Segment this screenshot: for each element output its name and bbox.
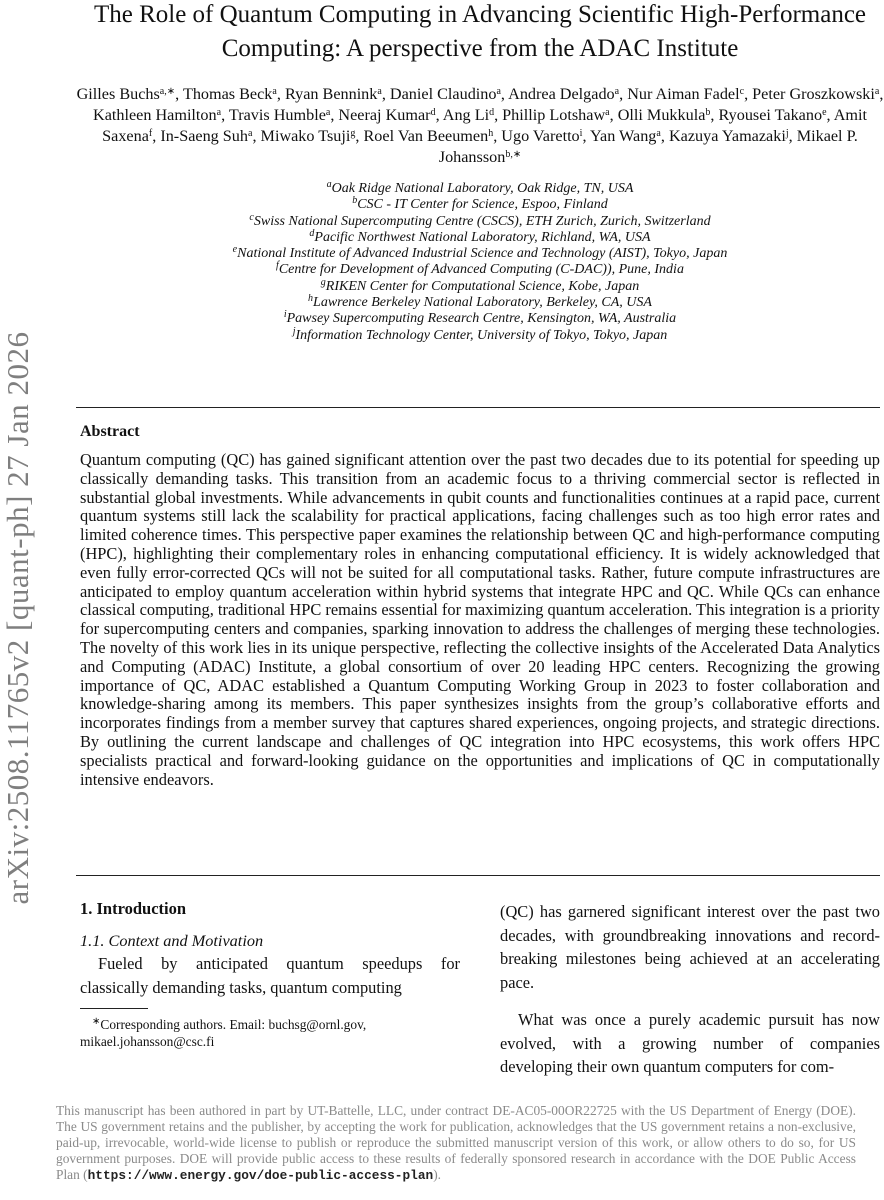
author-name: Amit Saxena [102, 106, 867, 145]
affiliation-line [76, 227, 884, 246]
author-name: Ryousei Takano [718, 106, 823, 124]
affiliation-mark: f [276, 260, 279, 272]
author-affiliation-mark: j [785, 128, 789, 139]
author-affiliation-mark: a [605, 107, 610, 118]
author-affiliation-mark: a [656, 128, 661, 139]
author-name: Miwako Tsuji [260, 127, 351, 145]
author-affiliation-mark: a [248, 128, 253, 139]
footnote-marker: ∗ [92, 1016, 101, 1027]
affiliation-line [76, 197, 884, 213]
affiliation-text: CSC - IT Center for Science, Espoo, Finland [357, 197, 608, 213]
doe-disclaimer [56, 1103, 856, 1184]
affiliation-line [76, 181, 884, 197]
abstract-top-rule [76, 407, 880, 408]
intro-paragraph-continued: (QC) has garnered significant interest over the past two decades, with groundbreaking innovations and record-breaking milestones being achieved at an accelerating pace. [500, 902, 880, 993]
author-name: Roel Van Beeumen [363, 127, 489, 145]
author-name: Daniel Claudino [389, 85, 497, 103]
affiliation-list [76, 181, 884, 344]
author-affiliation-mark: d [489, 107, 495, 118]
author-affiliation-mark: a [874, 86, 880, 97]
author-name: Ang Li [442, 106, 490, 124]
affiliation-mark: d [309, 227, 315, 239]
author-name: Nur Aiman Fadel [627, 85, 740, 103]
affiliation-text: RIKEN Center for Computational Science, Kobe, Japan [325, 278, 640, 294]
author-list: Gilles Buchs$^{a,∗}$, Thomas Beck$^a$, Ryan Bennink$^a$, Daniel Claudino$^a$, Andrea Delgado$^a$, Nur Aiman Fadel$^c$, Peter Groszkowski$^a$, Kathleen Hamilton$^a$, Travis Humble$^a$, Neeraj Kumar$^d$, Ang Li$^d$, Phillip Lotshaw$^a$, Olli Mukkula$^b$, Ryousei Takano$^e$, Amit Saxena$^f$, In-Saeng Suh$^a$, Miwako Tsuji$^g$, Roel Van Beeumen$^h$, Ugo Varetto$^i$, Yan Wang$^a$, Kazuya Yamazaki$^j$, Mikael P. Johansson$^{b,∗}$ [76, 85, 884, 166]
abstract-text: Quantum computing (QC) has gained significant attention over the past two decades due to its potential for speeding up classically demanding tasks. This transition from an academic focus to a thriving commercial sector is reflected in substantial global investments. While advancements in qubit counts and functionalities continues at a rapid pace, current quantum systems still lack the scalability for practical applications, facing challenges such as too high error rates and limited coherence times. This perspective paper examines the relationship between QC and high-performance computing (HPC), highlighting their complementary roles in enhancing computational efficiency. It is widely acknowledged that even fully error-corrected QCs will not be suited for all computational tasks. Rather, future compute infrastructures are anticipated to employ quantum acceleration within hybrid systems that integrate HPC and QC. While QCs can enhance classical computing, traditional HPC remains essential for maximizing quantum acceleration. This integration is a priority for supercomputing centers and companies, sparking innovation to address the challenges of merging these technologies. The novelty of this work lies in its unique perspective, reflecting the collective insights of the Accelerated Data Analytics and Computing (ADAC) Institute, a global consortium of over 20 leading HPC centers. Recognizing the growing importance of QC, ADAC established a Quantum Computing Working Group in 2023 to foster collaboration and knowledge-sharing among its members. This paper synthesizes insights from the group’s collaborative efforts and incorporates findings from a member survey that captures shared experiences, ongoing projects, and strategic directions. By outlining the current landscape and challenges of QC integration into HPC ecosystems, this work offers HPC specialists practical and forward-looking guidance on the opportunities and implications of QC in computationally intensive endeavors. [80, 450, 880, 789]
author-affiliation-mark: a [325, 107, 331, 118]
author-affiliation-mark: g [350, 128, 356, 139]
section-heading: 1. Introduction [80, 899, 187, 918]
author-name: Gilles Buchs [76, 85, 160, 103]
intro-paragraph-2: What was once a purely academic pursuit has now evolved, with a growing number of companies developing their own quantum computers for com- [500, 1009, 880, 1077]
doe-access-plan-link[interactable]: https://www.energy.gov/doe-public-access-plan [87, 1167, 434, 1183]
author-name: In-Saeng Suh [160, 127, 248, 145]
author-name: Peter Groszkowski [752, 85, 875, 103]
author-affiliation-mark: e [822, 107, 827, 118]
author-name: Neeraj Kumar [338, 106, 431, 124]
affiliation-text: Centre for Development of Advanced Computing (C-DAC)), Pune, India [278, 262, 684, 278]
disclaimer-end: ). [433, 1166, 442, 1182]
title-line-2: Computing: A perspective from the ADAC Institute [221, 35, 739, 62]
right-column [500, 900, 880, 1079]
affiliation-line [76, 325, 884, 344]
disclaimer-text: This manuscript has been authored in part by UT-Battelle, LLC, under contract DE-AC05-00OR22725 with the US Department of Energy (DOE). The US government retains and the publisher, by accepting the work for publication, acknowledges that the US government retains a non-exclusive, paid-up, irrevocable, world-wide license to publish or reproduce the submitted manuscript version of this work, or allow others to do so, for US government purposes. DOE will provide public access to these results of federally sponsored research in accordance with the DOE Public Access Plan ( [56, 1103, 856, 1182]
affiliation-text: Lawrence Berkeley National Laboratory, Berkeley, CA, USA [313, 295, 652, 311]
affiliation-text: Oak Ridge National Laboratory, Oak Ridge, TN, USA [331, 181, 634, 196]
author-name: Andrea Delgado [508, 85, 615, 103]
title-line-1: The Role of Quantum Computing in Advancing Scientific High-Performance [93, 1, 867, 28]
affiliation-mark: i [283, 309, 287, 321]
author-name: Ugo Varetto [501, 127, 580, 145]
author-affiliation-mark: a [377, 86, 382, 97]
affiliation-text: Pawsey Supercomputing Research Centre, Kensington, WA, Australia [286, 311, 677, 327]
intro-paragraph-start: Fueled by anticipated quantum speedups for classically demanding tasks, quantum computing [80, 954, 460, 997]
author-affiliation-mark: a [614, 86, 620, 97]
affiliation-mark: h [308, 293, 314, 305]
author-name: Yan Wang [589, 127, 657, 145]
subsection-heading: 1.1. Context and Motivation [80, 931, 264, 950]
affiliation-mark: a [326, 179, 332, 190]
author-name: Kazuya Yamazaki [668, 127, 786, 145]
affiliation-text: Information Technology Center, University of Tokyo, Tokyo, Japan [295, 327, 668, 343]
author-affiliation-mark: a [496, 86, 501, 97]
author-name: Phillip Lotshaw [502, 106, 606, 124]
author-name: Thomas Beck [182, 85, 273, 103]
left-column [80, 898, 460, 999]
author-affiliation-mark: b,∗ [505, 149, 522, 160]
affiliation-line [76, 262, 884, 278]
author-affiliation-mark: d [430, 107, 436, 118]
author-affiliation-mark: h [488, 128, 494, 139]
affiliation-text: National Institute of Advanced Industrial Science and Technology (AIST), Tokyo, Japan [237, 246, 728, 262]
affiliation-line [76, 211, 884, 230]
affiliation-mark: b [352, 195, 358, 207]
abstract-heading: Abstract [80, 423, 140, 440]
footnote-rule [80, 1008, 148, 1009]
footnote-email: mikael.johansson@csc.fi [80, 1034, 215, 1049]
author-name: Ryan Bennink [284, 85, 378, 103]
author-name: Mikael P. Johansson [438, 127, 858, 166]
author-name: Kathleen Hamilton [93, 106, 217, 124]
author-affiliation-mark: a,∗ [159, 86, 176, 97]
author-name: Olli Mukkula [617, 106, 706, 124]
author-affiliation-mark: c [739, 86, 745, 97]
author-affiliation-mark: f [148, 128, 153, 139]
author-name: Travis Humble [228, 106, 326, 124]
author-affiliation-mark: a [216, 107, 222, 118]
affiliation-text: Swiss National Supercomputing Centre (CSCS), ETH Zurich, Zurich, Switzerland [253, 213, 711, 229]
author-affiliation-mark: a [272, 86, 277, 97]
author-affiliation-mark: b [705, 107, 711, 118]
affiliation-line [76, 246, 884, 262]
affiliation-text: Pacific Northwest National Laboratory, Richland, WA, USA [314, 229, 651, 245]
corresponding-author-footnote [80, 1016, 460, 1050]
affiliation-line [76, 311, 884, 327]
affiliation-mark: g [320, 276, 326, 288]
footnote-label: Corresponding authors. Email: buchsg@ornl.gov, [100, 1017, 367, 1032]
affiliation-mark: e [232, 244, 238, 256]
author-affiliation-mark: i [579, 128, 583, 139]
arxiv-identifier-stamp: arXiv:2508.11765v2 [quant-ph] 27 Jan 2026 [0, 331, 35, 905]
affiliation-line [76, 295, 884, 311]
affiliation-mark: c [249, 211, 254, 223]
affiliation-mark: j [292, 325, 296, 337]
paper-title [76, 0, 884, 66]
affiliation-line [76, 276, 884, 295]
abstract-bottom-rule [76, 875, 880, 876]
